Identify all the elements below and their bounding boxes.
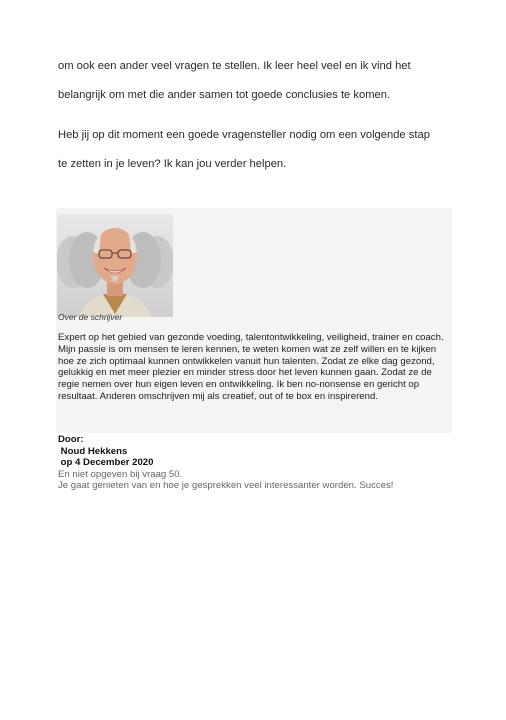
article-line: te zetten in je leven? Ik kan jou verder helpen. (58, 158, 287, 170)
author-photo (57, 214, 173, 317)
comment-author: Noud Hekkens (58, 445, 128, 457)
photo-caption: Over de schrijver (58, 312, 123, 322)
comment (58, 434, 393, 492)
article-line: om ook een ander veel vragen te stellen. Ik leer heel veel en ik vind het (58, 60, 411, 72)
article-line: Heb jij op dit moment een goede vragensteller nodig om een volgende stap (58, 129, 430, 141)
article-line: belangrijk om met die ander samen tot goede conclusies te komen. (58, 89, 391, 101)
author-bio: Expert op het gebied van gezonde voeding, talentontwikkeling, veiligheid, trainer en coach. Mijn passie is om mensen te leren kennen, te weten komen wat ze zelf willen en te kijken hoe ze zich optimaal kunnen ontwikkelen vanuit hun talenten. Zodat ze elke dag gezond, gelukkig en met meer plezier en minder stress door het leven kunnen gaan. Zodat ze de regie nemen over hun eigen leven en ontwikkeling. Ik ben no-nonsense en gericht op resultaat. Anderen omschrijven mij als creatief, out of te box en inspirerend. (58, 332, 444, 402)
comment-date: op 4 December 2020 (58, 457, 154, 468)
comment-by-label: Door: (58, 434, 84, 445)
comment-line: Je gaat genieten van en hoe je gesprekken veel interessanter worden. Succes! (58, 480, 394, 491)
comment-line: En niet opgeven bij vraag 50. (58, 468, 183, 480)
author-box (56, 208, 452, 433)
